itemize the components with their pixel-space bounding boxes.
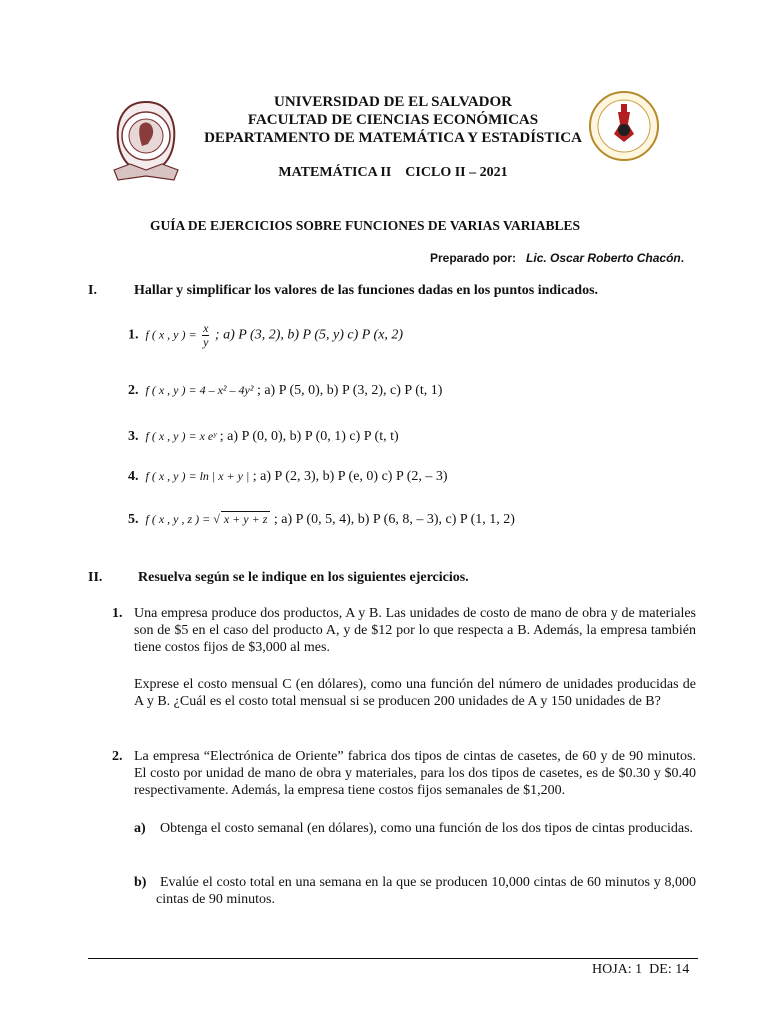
- item-number: 3.: [128, 429, 139, 444]
- sqrt-argument: x + y + z: [221, 511, 271, 527]
- faculty-name: FACULTAD DE CIENCIAS ECONÓMICAS: [247, 112, 539, 128]
- exercise-2-2b-label: b): [134, 875, 147, 890]
- footer-divider: [88, 958, 698, 959]
- exercise-2-2a-text: Obtenga el costo semanal (en dólares), como una función de los dos tipos de cintas producidas.: [160, 821, 694, 836]
- function-expression: f ( x , y ) =: [145, 327, 197, 342]
- function-expression: f ( x , y ) = ln | x + y |: [145, 469, 250, 483]
- exercise-2-1-text: Una empresa produce dos productos, A y B. Las unidades de costo de mano de obra y de materiales son de $5 en el caso del producto A, y de $12 por lo que respecta a B. Además, la empresa también tiene costos fijos de $3,000 al mes.: [134, 606, 696, 655]
- points: ; a) P (0, 5, 4), b) P (6, 8, – 3), c) P (1, 1, 2): [273, 512, 515, 527]
- section-1-number: I.: [88, 283, 97, 298]
- item-number: 5.: [128, 512, 139, 527]
- author-name: Lic. Oscar Roberto Chacón: [526, 251, 681, 265]
- section-1-title: Hallar y simplificar los valores de las funciones dadas en los puntos indicados.: [134, 283, 599, 298]
- department-name: DEPARTAMENTO DE MATEMÁTICA Y ESTADÍSTICA: [204, 130, 582, 146]
- item-number: 1.: [128, 327, 139, 343]
- exercise-2-2a-label: a): [134, 821, 146, 836]
- item-number: 4.: [128, 469, 139, 484]
- points: ; a) P (0, 0), b) P (0, 1) c) P (t, t): [219, 429, 399, 444]
- exercise-1-5: [128, 511, 515, 528]
- exercise-2-1-question: Exprese el costo mensual C (en dólares), como una función del número de unidades producidas de A y B. ¿Cuál es el costo total mensual si se producen 200 unidades de A y 150 unidades de B?: [134, 677, 696, 709]
- exercise-2-2-text: La empresa “Electrónica de Oriente” fabrica dos tipos de cintas de casetes, de 60 y de 90 minutos. El costo por unidad de mano de obra y materiales, para los dos tipos de casetes, es de $0.30 y $0.40 respectivamente. Además, la empresa tiene costos fijos semanales de $1,200.: [134, 749, 696, 798]
- exercise-2-1-number: 1.: [112, 606, 123, 621]
- function-expression: f ( x , y ) = x eʸ: [145, 429, 217, 443]
- fraction: $\frac{x}{y}$: [203, 321, 209, 349]
- section-2-number: II.: [88, 570, 103, 585]
- points: ; a) P (5, 0), b) P (3, 2), c) P (t, 1): [256, 383, 443, 398]
- section-2-title: Resuelva según se le indique en los siguientes ejercicios.: [138, 570, 469, 585]
- function-expression: f ( x , y , z ) = √: [145, 512, 220, 526]
- institution-header: [170, 93, 616, 147]
- prepared-by-label: Preparado por:: [430, 251, 517, 265]
- prepared-by: Preparado por: Lic. Oscar Roberto Chacón.: [430, 251, 685, 265]
- page-counter: HOJA: 1 DE: 14: [592, 962, 690, 977]
- function-expression: f ( x , y ) = 4 – x² – 4y²: [145, 383, 254, 397]
- exercise-1-3: [128, 429, 399, 445]
- exercise-2-2b-text: Evalúe el costo total en una semana en la que se producen 10,000 cintas de 60 minutos y 8,000 cintas de 90 minutos.: [156, 875, 696, 907]
- exercise-1-4: [128, 469, 448, 485]
- exercise-2-2-number: 2.: [112, 749, 123, 764]
- exercise-1-1: [128, 322, 403, 349]
- points: ; a) P (2, 3), b) P (e, 0) c) P (2, – 3): [252, 469, 448, 484]
- item-number: 2.: [128, 383, 139, 398]
- exercise-1-2: [128, 383, 442, 399]
- document-title: GUÍA DE EJERCICIOS SOBRE FUNCIONES DE VARIAS VARIABLES: [150, 218, 581, 233]
- points: ; a) P (3, 2), b) P (5, y) c) P (x, 2): [214, 327, 404, 343]
- university-name: UNIVERSIDAD DE EL SALVADOR: [274, 94, 512, 110]
- course-line: MATEMÁTICA II CICLO II – 2021: [278, 165, 508, 180]
